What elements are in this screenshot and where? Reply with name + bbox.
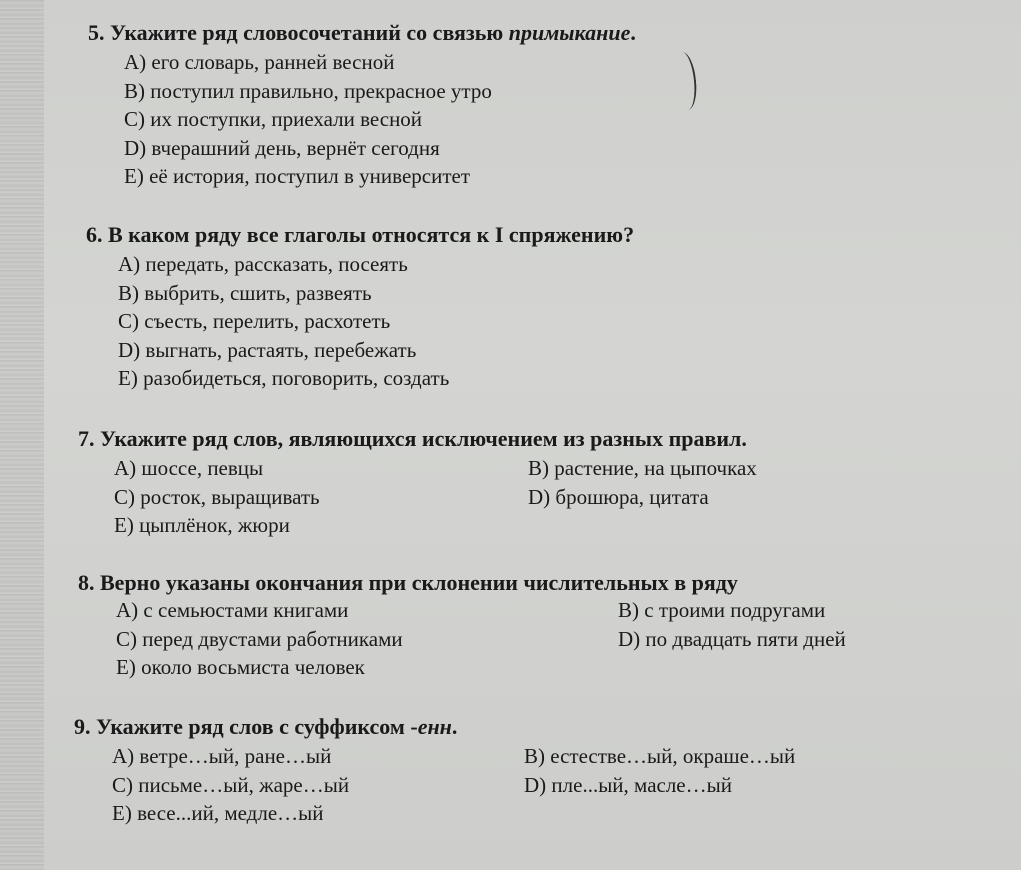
option-8e[interactable]: Е) около восьмиста человек [116,655,365,679]
question-7 [78,426,978,546]
option-5c[interactable]: С) их поступки, приехали весной [124,107,423,131]
option-5b[interactable]: В) поступил правильно, прекрасное утро [124,78,492,103]
option-7b[interactable]: В) растение, на цыпочках [528,456,757,480]
question-5-title-emphasis: примыкание [508,20,631,45]
option-7d[interactable]: D) брошюра, цитата [528,484,709,509]
option-5e[interactable]: Е) её история, поступил в университет [124,164,470,188]
question-5-title [88,20,636,46]
option-7a[interactable]: А) шоссе, певцы [114,456,264,480]
option-6d[interactable]: D) выгнать, растаять, перебежать [118,337,417,362]
page-binding-edge [0,0,44,870]
option-9b[interactable]: В) естестве…ый, окраше…ый [524,744,796,768]
question-9-title-end: . [451,714,458,739]
option-6a[interactable]: А) передать, рассказать, посеять [118,252,408,276]
question-8-title: 8. Верно указаны окончания при склонении числительных в ряду [78,570,738,595]
option-9a[interactable]: А) ветре…ый, ране…ый [112,744,332,768]
question-5-title-text: 5. Укажите ряд словосочетаний со связью [88,20,509,45]
option-5d[interactable]: D) вчерашний день, вернёт сегодня [124,135,440,160]
question-9-title-text: 9. Укажите ряд слов с суффиксом - [74,714,418,739]
question-7-title: 7. Укажите ряд слов, являющихся исключением из разных правил. [78,426,747,451]
option-7e[interactable]: Е) цыплёнок, жюри [114,513,290,537]
option-8d[interactable]: D) по двадцать пяти дней [618,626,846,651]
option-8c[interactable]: С) перед двустами работниками [116,626,403,651]
option-7c[interactable]: С) росток, выращивать [114,484,320,509]
option-8a[interactable]: А) с семьюстами книгами [116,598,349,622]
option-9c[interactable]: С) письме…ый, жаре…ый [112,772,350,797]
pencil-mark [671,51,699,111]
option-9e[interactable]: Е) весе...ий, медле…ый [112,801,324,825]
option-6c[interactable]: С) съесть, перелить, расхотеть [118,309,391,333]
question-9-title-emphasis: енн [417,714,452,739]
question-5 [88,20,636,191]
option-8b[interactable]: В) с троими подругами [618,598,826,622]
option-6b[interactable]: В) выбрить, сшить, развеять [118,280,372,305]
question-9-title [74,714,994,740]
question-8 [78,570,998,690]
option-9d[interactable]: D) пле...ый, масле…ый [524,772,732,797]
question-9 [74,714,994,834]
question-6 [86,222,634,393]
option-6e[interactable]: Е) разобидеться, поговорить, создать [118,366,450,390]
question-5-title-end: . [630,20,636,45]
question-6-title: 6. В каком ряду все глаголы относятся к I спряжению? [86,222,635,247]
option-5a[interactable]: А) его словарь, ранней весной [124,50,395,74]
